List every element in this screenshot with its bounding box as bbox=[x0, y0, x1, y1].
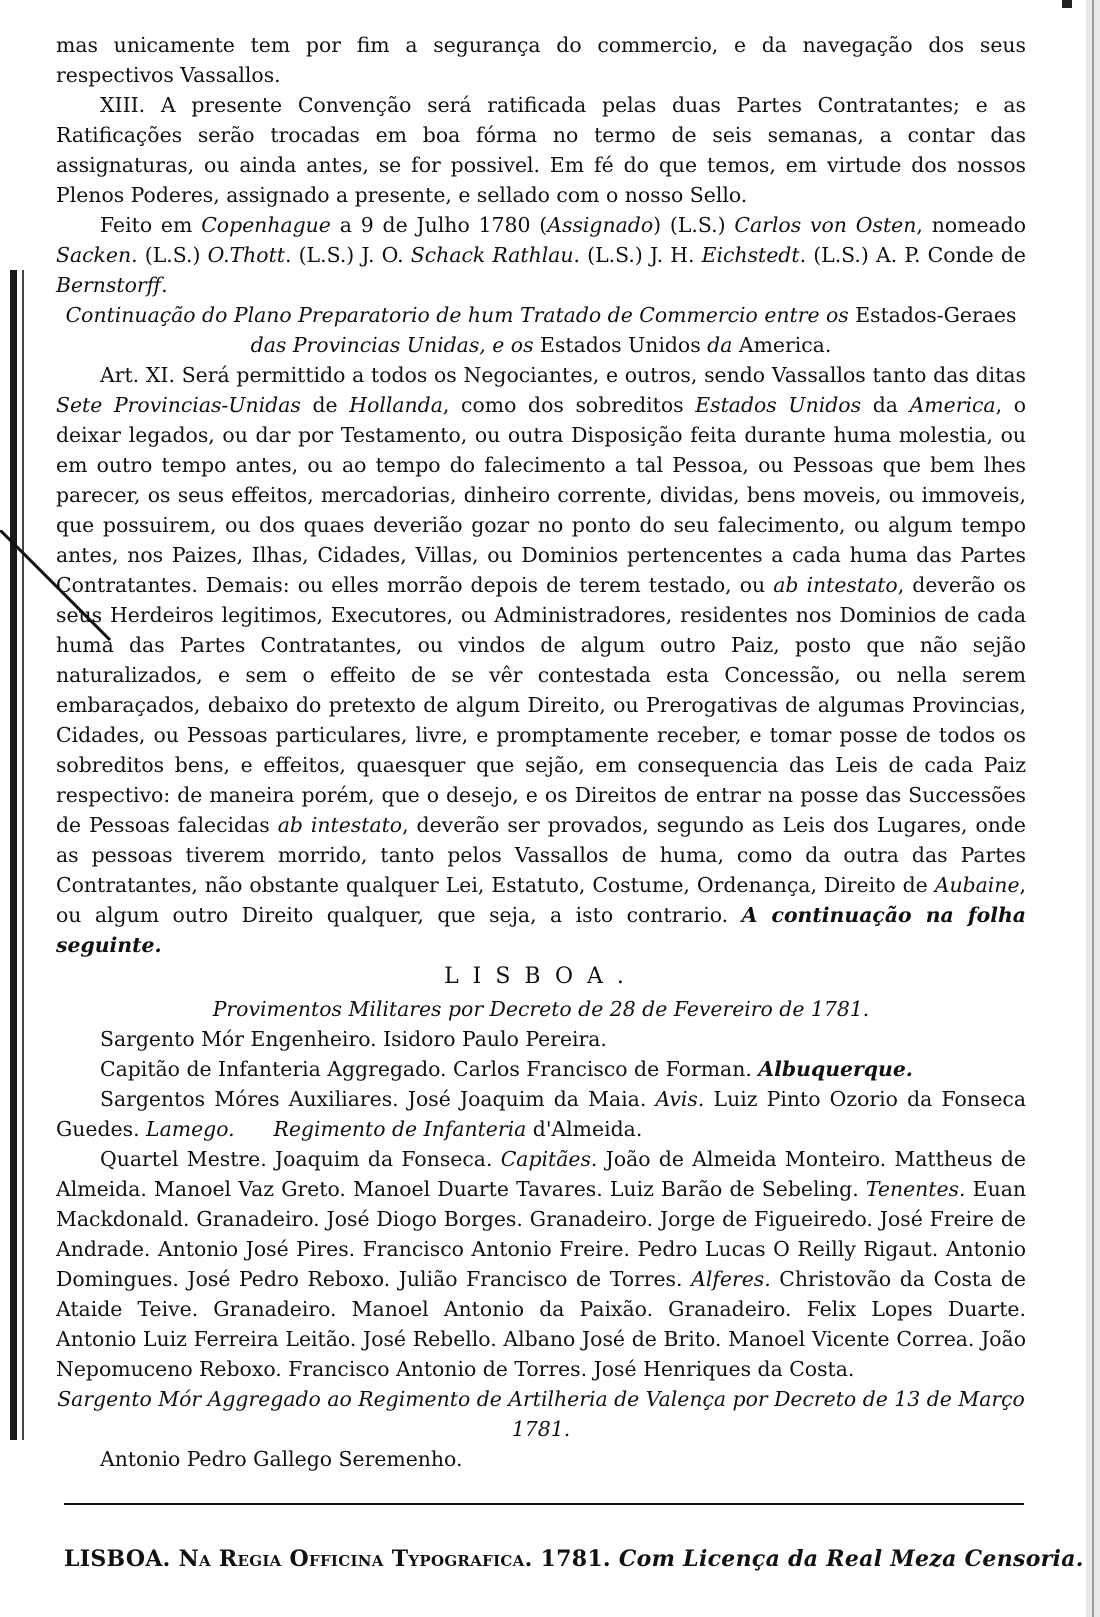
provimento-6: Antonio Pedro Gallego Seremenho. bbox=[100, 1447, 463, 1471]
paragraph-article-11: Art. XI. Será permittido a todos os Negociantes, e outros, sendo Vassallos tanto das ditas Sete Provincias-Unidas de Hollanda, como dos sobreditos Estados Unidos da America, o deixar legados, ou dar por Testamento, ou outra Disposição feita durante huma molestia, ou em outro tempo antes, ou ao tempo do falecimento a tal Pessoa, ou Pessoas que bem lhes parecer, os seus effeitos, mercadorias, dinheiro corrente, dividas, bens moveis, ou immoveis, que possuirem, ou dos quaes deverião gozar no ponto do seu falecimento, ou algum tempo antes, nos Paizes, Ilhas, Cidades, Villas, ou Dominios pertencentes a cada huma das Partes Contratantes. Demais: ou elles morrão depois de terem testado, ou ab intestato, deverão os seus Herdeiros legitimos, Executores, ou Administradores, residentes nos Dominios de cada huma das Partes Contratantes, ou vindos de algum outro Paiz, posto que não sejão naturalizados, e sem o effeito de se vêr contestada esta Concessão, ou nella serem embaraçados, debaixo do pretexto de algum Direito, ou Prerogativas de algumas Provincias, Cidades, ou Pessoas particulares, livre, e promptamente receber, e tomar posse de todos os sobreditos bens, e effeitos, quaesquer que sejão, em consequencia das Leis de cada Paiz respectivo: de maneira porém, que o desejo, e os Direitos de entrar na posse das Successões de Pessoas falecidas ab intestato, deverão ser provados, segundo as Leis dos Lugares, onde as pessoas tiverem morrido, tanto pelos Vassallos de huma, como da outra das Partes Contratantes, não obstante qualquer Lei, Estatuto, Costume, Ordenança, Direito de Aubaine, ou algum outro Direito qualquer, que seja, a isto contrario. A continuação na folha seguinte. bbox=[56, 363, 1027, 957]
binding-edge bbox=[10, 270, 17, 1440]
provimentos-heading: Provimentos Militares por Decreto de 28 de Fevereiro de 1781. bbox=[212, 997, 870, 1021]
paragraph-article-13: XIII. A presente Convenção será ratificada pelas duas Partes Contratantes; e as Ratificações serão trocadas em boa fórma no termo de seis semanas, a contar das assignaturas, ou ainda antes, se for possivel. Em fé do que temos, em virtude dos nossos Plenos Poderes, assignado a presente, e sellado com o nosso Sello. bbox=[56, 93, 1026, 207]
heading-lisboa: LISBOA. bbox=[444, 964, 638, 989]
page-edge-line bbox=[1092, 0, 1094, 1617]
document-body bbox=[56, 30, 1026, 1474]
paragraph-1: mas unicamente tem por fim a segurança do commercio, e da navegação dos seus respectivos Vassallos. bbox=[56, 33, 1026, 87]
ink-mark bbox=[1062, 0, 1072, 8]
binding-edge-line bbox=[22, 270, 24, 1440]
provimento-3: Sargentos Móres Auxiliares. José Joaquim da Maia. Avis. Luiz Pinto Ozorio da Fonseca Guedes. Lamego. Regimento de Infanteria d'Almeida. bbox=[56, 1087, 1026, 1141]
imprint-footer: LISBOA. Na Regia Officina Typografica. 1781. Com Licença da Real Meza Censoria. bbox=[64, 1546, 1084, 1572]
provimento-5-heading: Sargento Mór Aggregado ao Regimento de Artilheria de Valença por Decreto de 13 de Março 1781. bbox=[57, 1387, 1025, 1441]
footer-rule bbox=[64, 1503, 1024, 1505]
provimento-2: Capitão de Infanteria Aggregado. Carlos Francisco de Forman. Albuquerque. bbox=[100, 1057, 913, 1081]
paragraph-signatures: Feito em Copenhague a 9 de Julho 1780 (Assignado) (L.S.) Carlos von Osten, nomeado Sacken. (L.S.) O.Thott. (L.S.) J. O. Schack Rathlau. (L.S.) J. H. Eichstedt. (L.S.) A. P. Conde de Bernstorff. bbox=[56, 213, 1026, 297]
provimento-1: Sargento Mór Engenheiro. Isidoro Paulo Pereira. bbox=[100, 1027, 607, 1051]
section-title-continuation: Continuação do Plano Preparatorio de hum Tratado de Commercio entre os Estados-Geraes das Provincias Unidas, e os Estados Unidos da America. bbox=[65, 303, 1017, 357]
provimento-4: Quartel Mestre. Joaquim da Fonseca. Capitães. João de Almeida Monteiro. Mattheus de Almeida. Manoel Vaz Greto. Manoel Duarte Tavares. Luiz Barão de Sebeling. Tenentes. Euan Mackdonald. Granadeiro. José Diogo Borges. Granadeiro. Jorge de Figueiredo. José Freire de Andrade. Antonio José Pires. Francisco Antonio Freire. Pedro Lucas O Reilly Rigaut. Antonio Domingues. José Pedro Reboxo. Julião Francisco de Torres. Alferes. Christovão da Costa de Ataide Teive. Granadeiro. Manoel Antonio da Paixão. Granadeiro. Felix Lopes Duarte. Antonio Luiz Ferreira Leitão. José Rebello. Albano José de Brito. Manoel Vicente Correa. João Nepomuceno Reboxo. Francisco Antonio de Torres. José Henriques da Costa. bbox=[56, 1147, 1026, 1381]
